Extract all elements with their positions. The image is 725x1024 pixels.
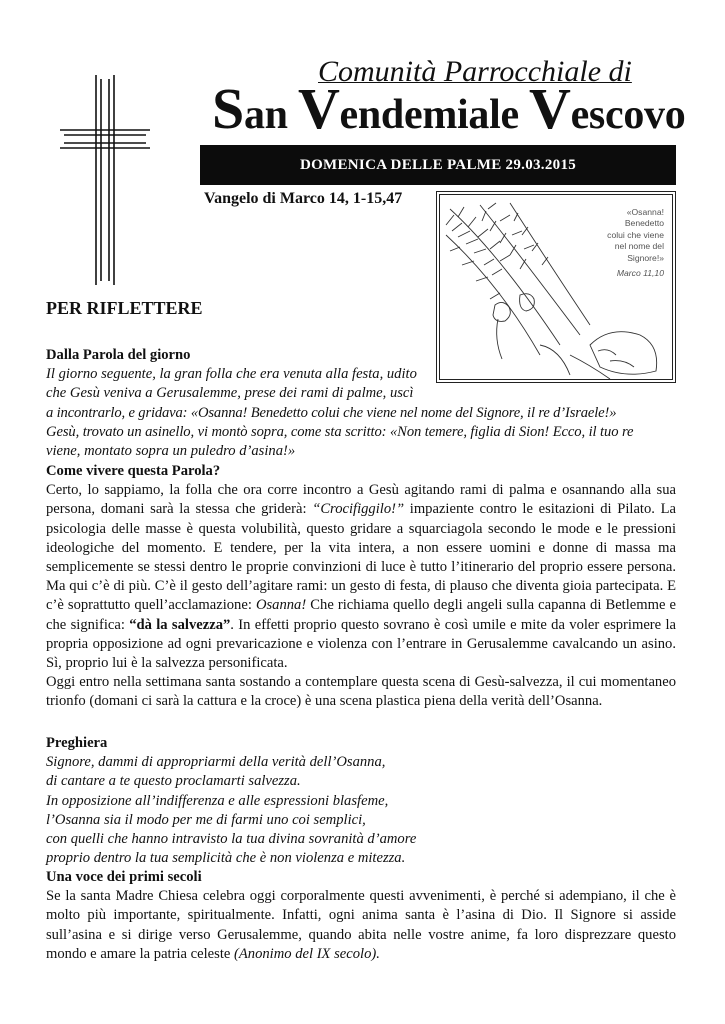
early-voice-source: (Anonimo del IX secolo). <box>234 945 380 962</box>
early-voice-text: Se la santa Madre Chiesa celebra oggi corporalmente questi avvenimenti, è perché si adempiano, il che è molto più importante, spiritualmente. Infatti, ogni anima santa è l’asina di Dio. Il Signore si asside sull’asina e si dirige verso Gerusalemme, quando abita nelle vostre anime, fa loro disprezzare questo mondo e amare la patria celeste <box>46 888 676 962</box>
reflection-quote: “Crocifiggilo!” <box>312 501 405 518</box>
scripture-line: Gesù, trovato un asinello, vi montò sopra, come sta scritto: «Non temere, figlia di Sion! Ecco, il tuo re <box>46 423 634 440</box>
quote-line: colui che viene <box>607 229 664 240</box>
quote-reference: Marco 11,10 <box>616 268 664 279</box>
early-voice-section <box>46 868 676 964</box>
parish-cap-3: V <box>529 76 571 141</box>
quote-line: Signore!» <box>627 252 664 263</box>
word-of-day-heading: Dalla Parola del giorno <box>46 347 191 363</box>
quote-line: nel nome del <box>614 241 664 252</box>
prayer-line: l’Osanna sia il modo per me di farmi uno coi semplici, <box>46 811 366 828</box>
prayer-line: proprio dentro la tua semplicità che è non violenza e mitezza. <box>46 850 406 867</box>
scripture-line: viene, montato sopra un puledro d’asina!» <box>46 443 296 460</box>
how-to-live-section <box>46 462 676 712</box>
section-title: PER RIFLETTERE <box>46 298 203 318</box>
reflection-text: impaziente contro le esitazioni di Pilato. La psicologia delle masse è questa volubilità, questo gridare a squarciagola secondo le mode e le pressioni ideologiche del momento. E tendere, per la vita intera, a non essere uomini e donne di massa ma semplicemente se stessi dentro le proprie convinzioni di luce è tutto l’itinerario del proprio essere persona. Ma qui c’è di più. C’è il gesto dell’agitare rami: un gesto di festa, di plauso che diventa gioia partecipata. E c’è soprattutto quell’acclamazione: <box>46 501 676 614</box>
word-of-day-section <box>46 346 676 461</box>
gospel-reference: Vangelo di Marco 14, 1-15,47 <box>204 190 403 207</box>
how-to-live-heading: Come vivere questa Parola? <box>46 463 221 479</box>
scripture-line: a incontrarlo, e gridava: «Osanna! Benedetto colui che viene nel nome del Signore, il re d’Israele!» <box>46 404 617 421</box>
prayer-line: Signore, dammi di appropriarmi della verità dell’Osanna, <box>46 754 386 771</box>
early-voice-heading: Una voce dei primi secoli <box>46 869 202 885</box>
reflection-paragraph <box>46 481 676 673</box>
community-title: Comunità Parrocchiale di <box>318 55 632 88</box>
scripture-line: che Gesù veniva a Gerusalemme, prese dei rami di palme, uscì <box>46 385 414 402</box>
parish-name <box>212 76 686 141</box>
reflection-hosanna: Osanna! <box>255 597 307 614</box>
reflection-text: Che richiama quello degli angeli sulla capanna di Betlemme e che significa: <box>46 597 676 633</box>
cross-logo <box>60 75 150 285</box>
quote-line: Benedetto <box>624 218 664 229</box>
illustration-quote <box>574 207 664 279</box>
date-banner: DOMENICA DELLE PALME 29.03.2015 <box>200 145 676 185</box>
prayer-section <box>46 734 676 868</box>
prayer-line: In opposizione all’indifferenza e alle espressioni blasfeme, <box>46 792 389 809</box>
parish-word-3: escovo <box>570 92 686 138</box>
scripture-line: Il giorno seguente, la gran folla che era venuta alla festa, udito <box>46 366 417 383</box>
parish-cap-2: V <box>297 76 340 141</box>
quote-line: «Osanna! <box>626 207 664 217</box>
reflection-bold: “dà la salvezza” <box>129 616 231 633</box>
reflection-paragraph-2: Oggi entro nella settimana santa sostando a contemplare questa scena di Gesù-salvezza, il cui momentaneo trionfo (domani ci sarà la cattura e la croce) è una scena plastica piena della verità dell’Osanna. <box>46 674 676 710</box>
parish-word-2: endemiale <box>339 92 529 138</box>
prayer-heading: Preghiera <box>46 735 108 751</box>
reflection-text: . In effetti proprio questo sovrano è così umile e mite da voler esprimere la propria opposizione ad ogni prevaricazione e violenza con l’entrare in Gerusalemme cavalcando un asino. Sì, proprio lui è la salvezza personificata. <box>46 616 676 672</box>
prayer-line: con quelli che hanno intravisto la tua divina sovranità d’amore <box>46 831 417 848</box>
parish-word-1: an <box>243 92 298 138</box>
prayer-line: di cantare a te questo proclamarti salvezza. <box>46 773 301 790</box>
parish-cap-1: S <box>212 76 244 141</box>
reflection-text: Certo, lo sappiamo, la folla che ora corre incontro a Gesù agitando rami di palma e osannando alla sua persona, domani sarà la stessa che griderà: <box>46 482 676 518</box>
early-voice-paragraph <box>46 887 676 964</box>
